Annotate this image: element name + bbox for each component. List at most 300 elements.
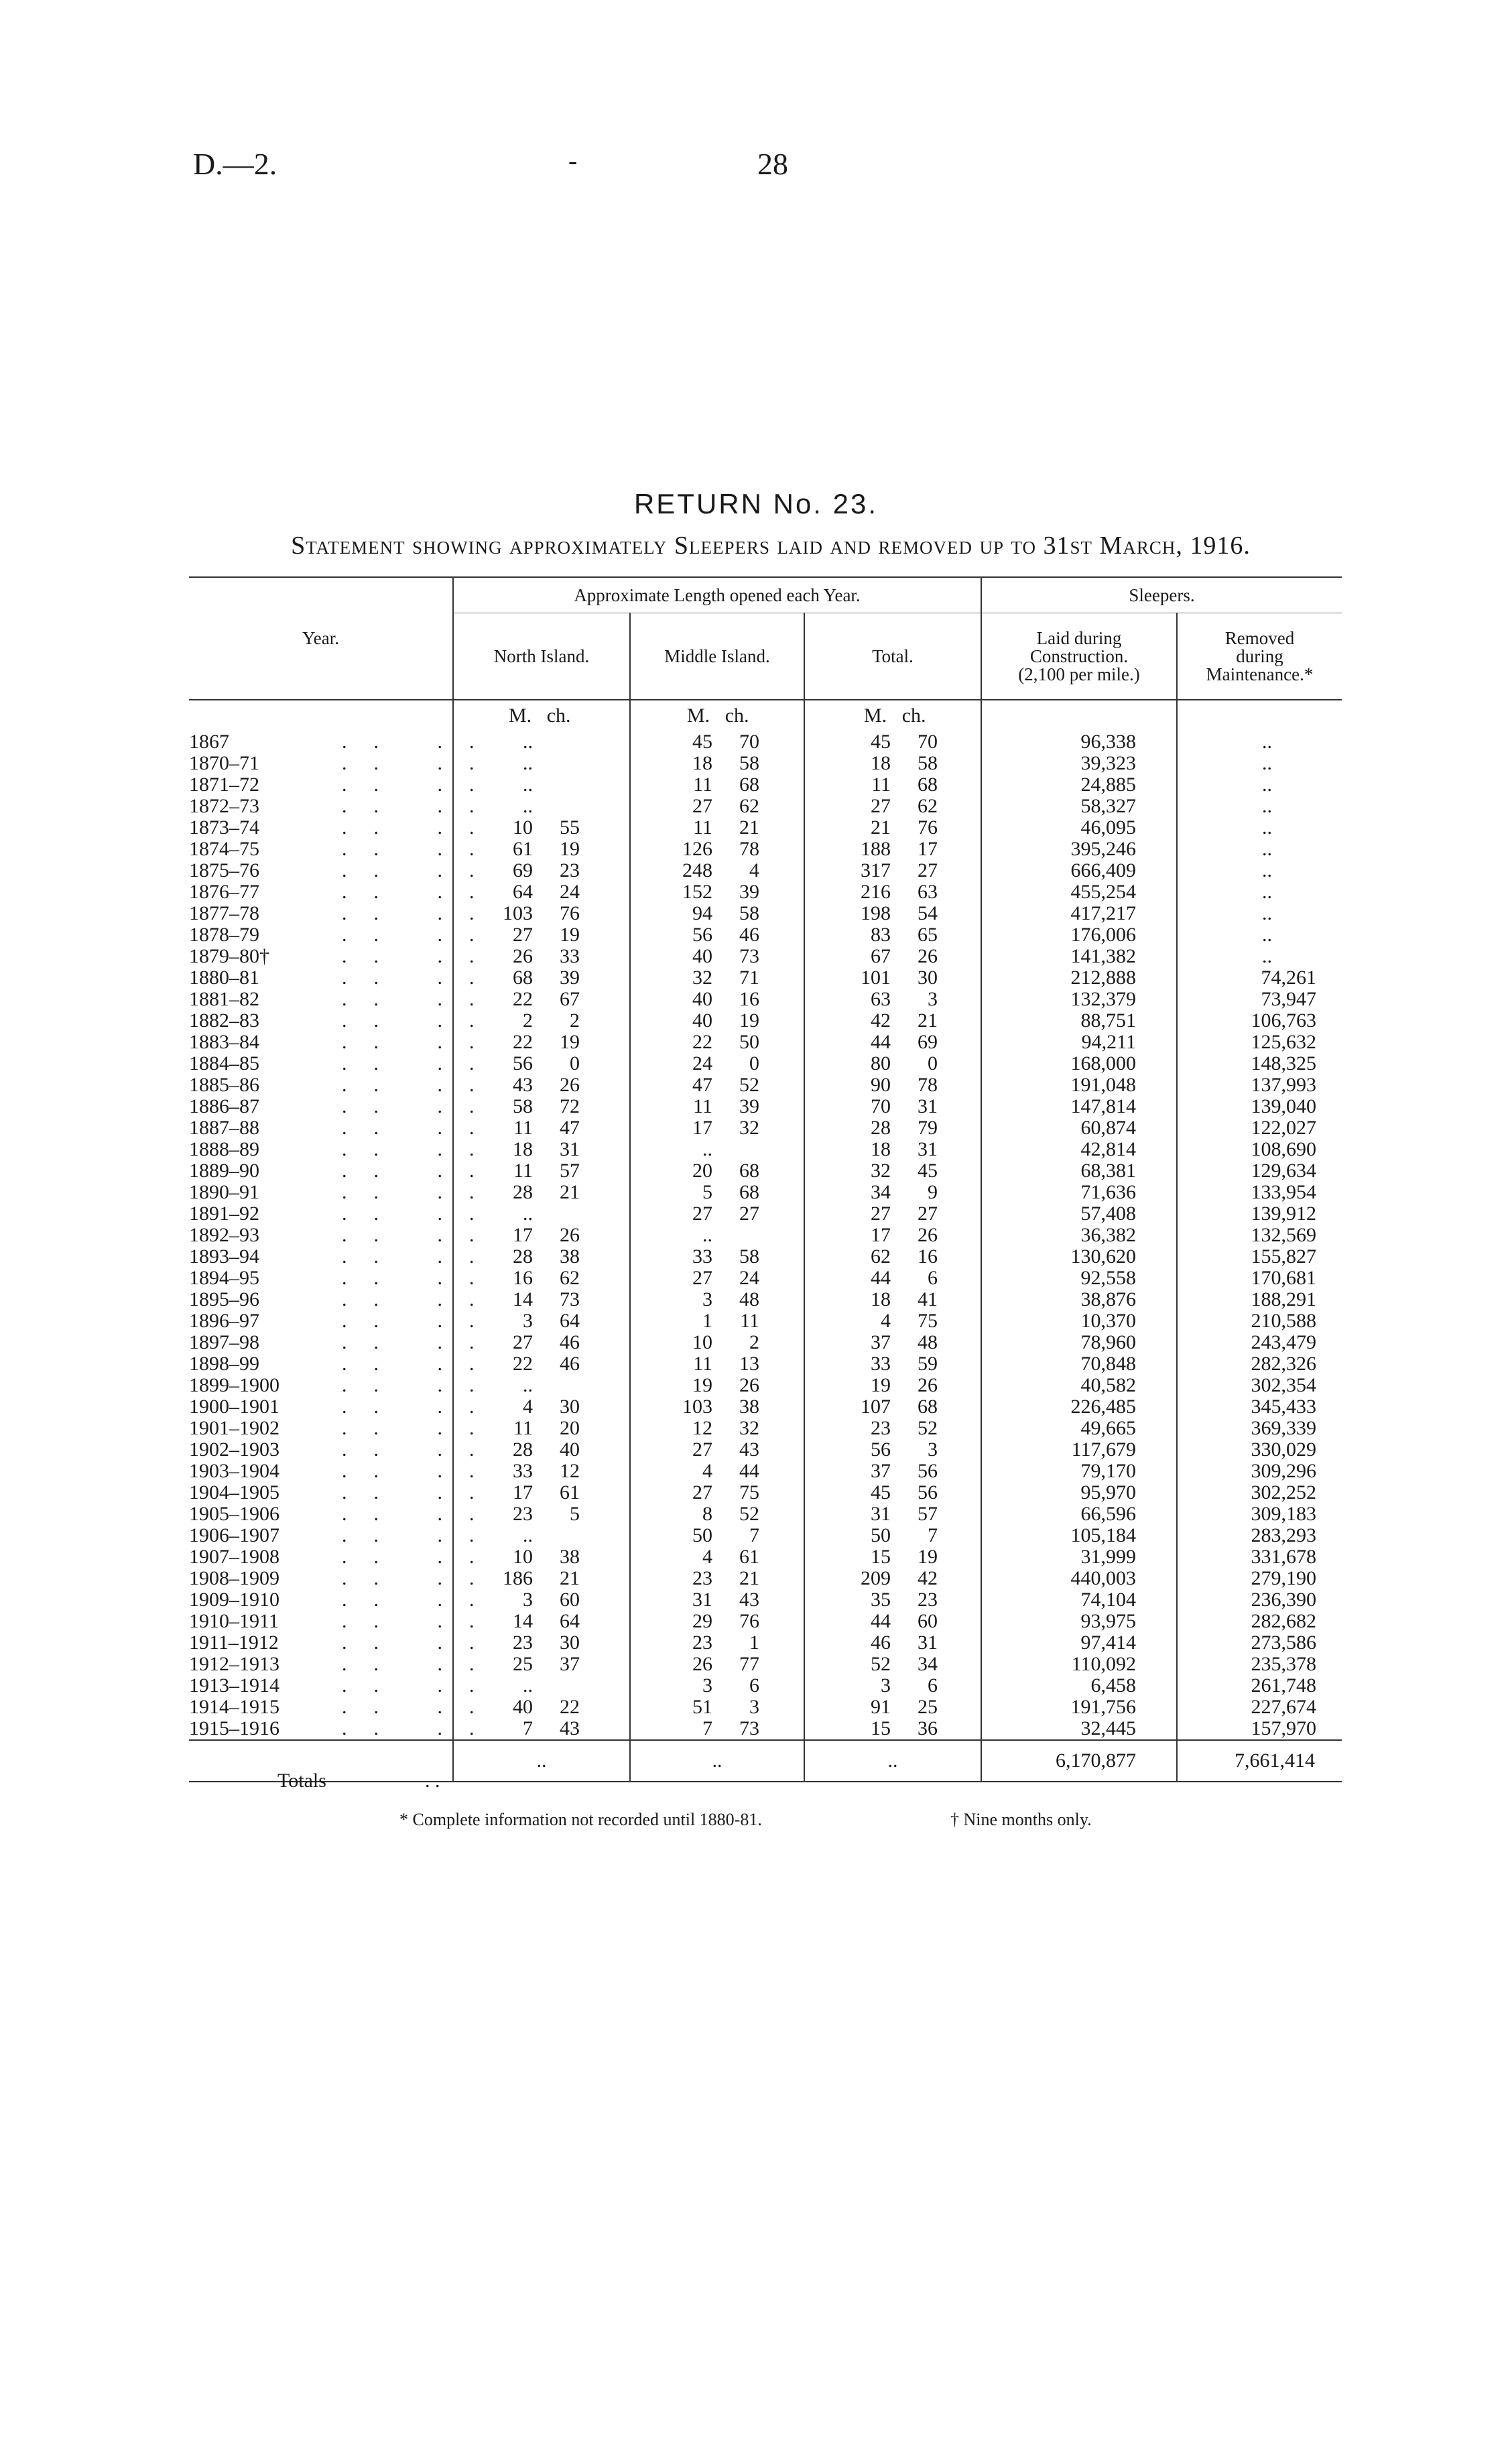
north-miles: 11 xyxy=(513,1417,533,1439)
middle-chains: 43 xyxy=(739,1438,759,1461)
north-miles: 10 xyxy=(513,816,533,839)
laid-cell: 417,217 xyxy=(1070,902,1136,924)
table-row xyxy=(189,1010,1342,1032)
laid-cell: 46,095 xyxy=(1080,816,1136,839)
total-miles: 70 xyxy=(871,1095,891,1117)
page-number: 28 xyxy=(757,147,788,181)
north-chains: 40 xyxy=(560,1438,580,1461)
north-chains: 30 xyxy=(560,1632,580,1654)
middle-chains: 78 xyxy=(739,838,759,860)
middle-miles: 23 xyxy=(692,1567,712,1589)
laid-cell: 130,620 xyxy=(1070,1245,1136,1268)
north-chains: 67 xyxy=(560,988,580,1010)
middle-miles: 24 xyxy=(692,1052,712,1074)
removed-cell: 283,293 xyxy=(1251,1524,1316,1546)
sleepers-table xyxy=(189,576,1342,1792)
table-row xyxy=(189,1203,1342,1225)
north-miles: 28 xyxy=(513,1438,533,1461)
year-cell: 1870–71 xyxy=(189,752,259,774)
north-miles: 2 xyxy=(523,1009,533,1032)
middle-miles: 45 xyxy=(692,731,712,753)
removed-cell: .. xyxy=(1262,816,1272,839)
table-row xyxy=(189,1032,1342,1053)
year-cell: 1896–97 xyxy=(189,1310,259,1332)
table-row xyxy=(189,1439,1342,1461)
north-chains: 61 xyxy=(560,1481,580,1503)
removed-cell: 73,947 xyxy=(1261,988,1316,1010)
total-chains: 62 xyxy=(918,795,938,817)
total-miles: 15 xyxy=(871,1717,891,1739)
leader-dots: .. .. xyxy=(342,795,501,817)
north-chains: 20 xyxy=(560,1417,580,1439)
total-miles: 90 xyxy=(871,1074,891,1096)
total-chains: 31 xyxy=(918,1138,938,1160)
north-miles: 56 xyxy=(513,1052,533,1074)
header-dash: - xyxy=(568,145,578,176)
total-chains: 36 xyxy=(918,1717,938,1739)
middle-chains: 7 xyxy=(749,1524,759,1546)
total-chains: 9 xyxy=(928,1181,938,1203)
middle-chains: 73 xyxy=(739,1717,759,1739)
laid-cell: 191,048 xyxy=(1070,1074,1136,1096)
table-row xyxy=(189,881,1342,903)
middle-chains: 58 xyxy=(739,752,759,774)
total-miles: 45 xyxy=(871,1481,891,1503)
north-chains: 62 xyxy=(560,1267,580,1289)
middle-chains: 52 xyxy=(739,1074,759,1096)
year-cell: 1885–86 xyxy=(189,1074,259,1096)
laid-cell: 95,970 xyxy=(1080,1481,1136,1503)
table-row xyxy=(189,1375,1342,1396)
north-miles: 27 xyxy=(513,1331,533,1353)
middle-miles: 11 xyxy=(693,816,712,839)
north-chains: 60 xyxy=(560,1589,580,1611)
north-chains: 46 xyxy=(560,1353,580,1375)
middle-chains: 3 xyxy=(749,1696,759,1718)
leader-dots: .. .. xyxy=(342,1460,501,1482)
middle-miles: 27 xyxy=(692,1203,712,1225)
table-row xyxy=(189,989,1342,1010)
middle-chains: 26 xyxy=(739,1374,759,1396)
removed-cell: 133,954 xyxy=(1251,1181,1316,1203)
middle-m-unit: M. xyxy=(687,704,710,727)
laid-cell: 60,874 xyxy=(1080,1117,1136,1139)
middle-miles: 3 xyxy=(702,1288,712,1310)
return-title: RETURN No. 23. xyxy=(633,488,879,519)
middle-miles: 40 xyxy=(692,1009,712,1032)
middle-miles: 7 xyxy=(702,1717,712,1739)
middle-miles: 18 xyxy=(692,752,712,774)
total-miles: 4 xyxy=(881,1310,891,1332)
laid-cell: 395,246 xyxy=(1070,838,1136,860)
leader-dots: .. .. xyxy=(342,774,501,796)
laid-sublabel: (2,100 per mile.) xyxy=(1018,664,1140,684)
total-m-unit: M. xyxy=(864,704,887,727)
removed-cell: 302,354 xyxy=(1251,1374,1316,1396)
leader-dots: .. .. xyxy=(342,902,501,924)
north-miles: 103 xyxy=(503,902,533,924)
year-cell: 1871–72 xyxy=(189,774,259,796)
middle-miles: 94 xyxy=(692,902,712,924)
middle-miles: .. xyxy=(702,1138,712,1160)
laid-cell: 440,003 xyxy=(1070,1567,1136,1589)
total-miles: 107 xyxy=(861,1396,891,1418)
removed-cell: .. xyxy=(1262,838,1272,860)
year-cell: 1890–91 xyxy=(189,1181,259,1203)
middle-miles: 31 xyxy=(692,1589,712,1611)
removed-cell: 129,634 xyxy=(1251,1160,1316,1182)
table-row xyxy=(189,924,1342,946)
year-cell: 1902–1903 xyxy=(189,1438,279,1461)
middle-miles: 27 xyxy=(692,795,712,817)
total-miles: 62 xyxy=(871,1245,891,1268)
leader-dots: .. .. xyxy=(342,945,501,967)
total-miles: 21 xyxy=(871,816,891,839)
middle-chains: 58 xyxy=(739,1245,759,1268)
table-row xyxy=(189,1675,1342,1697)
table-row xyxy=(189,1225,1342,1246)
laid-cell: 147,814 xyxy=(1070,1095,1136,1117)
middle-miles: 1 xyxy=(702,1310,712,1332)
removed-cell: 345,433 xyxy=(1251,1396,1316,1418)
middle-chains: 39 xyxy=(739,881,759,903)
removed-cell: 273,586 xyxy=(1251,1632,1316,1654)
north-chains: 31 xyxy=(560,1138,580,1160)
total-miles: 67 xyxy=(871,945,891,967)
year-cell: 1893–94 xyxy=(189,1245,259,1268)
north-miles: 26 xyxy=(513,945,533,967)
leader-dots: .. .. xyxy=(342,1095,501,1117)
laid-cell: 97,414 xyxy=(1080,1632,1136,1654)
table-row xyxy=(189,1096,1342,1117)
total-miles: 198 xyxy=(861,902,891,924)
leader-dots: .. .. xyxy=(342,1374,501,1396)
year-cell: 1900–1901 xyxy=(189,1396,279,1418)
north-miles: 25 xyxy=(513,1653,533,1675)
total-chains: 78 xyxy=(918,1074,938,1096)
total-miles: 23 xyxy=(871,1417,891,1439)
total-chains: 70 xyxy=(918,731,938,753)
leader-dots: .. .. xyxy=(342,988,501,1010)
north-miles: 16 xyxy=(513,1267,533,1289)
removed-cell: 108,690 xyxy=(1251,1138,1316,1160)
table-row xyxy=(189,1461,1342,1482)
leader-dots: .. .. xyxy=(342,1160,501,1182)
approx-length-header: Approximate Length opened each Year. xyxy=(453,577,981,613)
middle-chains: 73 xyxy=(739,945,759,967)
middle-chains: 68 xyxy=(739,1160,759,1182)
removed-cell: 137,993 xyxy=(1251,1074,1316,1096)
table-row xyxy=(189,946,1342,967)
laid-cell: 117,679 xyxy=(1071,1438,1136,1461)
table-row xyxy=(189,817,1342,839)
year-cell: 1907–1908 xyxy=(189,1546,279,1568)
north-chains: 2 xyxy=(570,1009,580,1032)
total-miles: 11 xyxy=(871,774,891,796)
leader-dots: .. .. xyxy=(342,731,501,753)
leader-dots: .. .. xyxy=(342,1331,501,1353)
laid-cell: 96,338 xyxy=(1080,731,1136,753)
table-row xyxy=(189,1160,1342,1182)
year-cell: 1874–75 xyxy=(189,838,259,860)
north-chains: 47 xyxy=(560,1117,580,1139)
total-miles: 33 xyxy=(871,1353,891,1375)
laid-cell: 666,409 xyxy=(1070,859,1136,881)
north-chains: 23 xyxy=(560,859,580,881)
totals-removed: 7,661,414 xyxy=(1177,1740,1342,1782)
table-row xyxy=(189,1589,1342,1611)
year-cell: 1899–1900 xyxy=(189,1374,279,1396)
total-chains: 27 xyxy=(918,859,938,881)
total-chains: 41 xyxy=(918,1288,938,1310)
total-miles: 17 xyxy=(871,1224,891,1246)
middle-chains: 58 xyxy=(739,902,759,924)
removed-cell: .. xyxy=(1262,731,1272,753)
year-cell: 1912–1913 xyxy=(189,1653,279,1675)
year-cell: 1882–83 xyxy=(189,1009,259,1032)
north-chains: 24 xyxy=(560,881,580,903)
middle-chains: 1 xyxy=(749,1632,759,1654)
year-cell: 1908–1909 xyxy=(189,1567,279,1589)
removed-cell: .. xyxy=(1262,881,1272,903)
north-chains: 12 xyxy=(560,1460,580,1482)
year-cell: 1913–1914 xyxy=(189,1674,279,1697)
middle-miles: 19 xyxy=(692,1374,712,1396)
table-row xyxy=(189,1697,1342,1718)
total-miles: 3 xyxy=(881,1674,891,1697)
total-miles: 91 xyxy=(871,1696,891,1718)
north-miles: 186 xyxy=(503,1567,533,1589)
table-row xyxy=(189,1482,1342,1503)
laid-cell: 78,960 xyxy=(1080,1331,1136,1353)
middle-chains: 21 xyxy=(739,816,759,839)
total-miles: 37 xyxy=(871,1331,891,1353)
removed-cell: 170,681 xyxy=(1251,1267,1316,1289)
total-miles: 44 xyxy=(871,1031,891,1053)
north-miles: 11 xyxy=(513,1117,533,1139)
totals-label: Totals xyxy=(277,1770,326,1792)
table-row xyxy=(189,774,1342,796)
total-chains: 0 xyxy=(928,1052,938,1074)
north-island-header: North Island. xyxy=(453,613,630,700)
removed-cell: .. xyxy=(1262,902,1272,924)
total-chains: 26 xyxy=(918,945,938,967)
total-miles: 19 xyxy=(871,1374,891,1396)
north-miles: 17 xyxy=(513,1224,533,1246)
middle-chains: 19 xyxy=(739,1009,759,1032)
table-row xyxy=(189,1268,1342,1289)
leader-dots: .. .. xyxy=(342,1632,501,1654)
removed-cell: 330,029 xyxy=(1251,1438,1316,1461)
north-chains: 0 xyxy=(570,1052,580,1074)
north-chains: 73 xyxy=(560,1288,580,1310)
north-m-unit: M. xyxy=(509,704,532,727)
total-chains: 31 xyxy=(918,1632,938,1654)
total-miles: 80 xyxy=(871,1052,891,1074)
laid-cell: 40,582 xyxy=(1080,1374,1136,1396)
north-chains: 72 xyxy=(560,1095,580,1117)
leader-dots: .. .. xyxy=(342,1589,501,1611)
table-row xyxy=(189,1525,1342,1546)
total-chains: 56 xyxy=(918,1481,938,1503)
laid-cell: 32,445 xyxy=(1080,1717,1136,1739)
removed-cell: 125,632 xyxy=(1251,1031,1316,1053)
middle-chains: 76 xyxy=(739,1610,759,1632)
north-miles: 23 xyxy=(513,1632,533,1654)
total-chains: 31 xyxy=(918,1095,938,1117)
north-chains: 26 xyxy=(560,1074,580,1096)
middle-chains: 68 xyxy=(739,774,759,796)
north-miles: 33 xyxy=(513,1460,533,1482)
removed-cell: 309,183 xyxy=(1251,1503,1316,1525)
middle-chains: 27 xyxy=(739,1203,759,1225)
total-chains: 23 xyxy=(918,1589,938,1611)
year-cell: 1894–95 xyxy=(189,1267,259,1289)
total-miles: 44 xyxy=(871,1267,891,1289)
laid-cell: 71,636 xyxy=(1080,1181,1136,1203)
leader-dots: .. .. xyxy=(342,1074,501,1096)
total-chains: 58 xyxy=(918,752,938,774)
north-chains: 64 xyxy=(560,1310,580,1332)
year-cell: 1883–84 xyxy=(189,1031,259,1053)
total-miles: 15 xyxy=(871,1546,891,1568)
total-miles: 63 xyxy=(871,988,891,1010)
laid-cell: 455,254 xyxy=(1070,881,1136,903)
total-chains: 69 xyxy=(918,1031,938,1053)
north-miles: .. xyxy=(523,1374,533,1396)
removed-cell: 106,763 xyxy=(1251,1009,1316,1032)
total-chains: 27 xyxy=(918,1203,938,1225)
statement-title: Statement showing approximately Sleepers laid and removed up to 31st March, 1916. xyxy=(291,532,1251,560)
north-miles: 22 xyxy=(513,988,533,1010)
total-chains: 65 xyxy=(918,924,938,946)
laid-cell: 141,382 xyxy=(1070,945,1136,967)
middle-miles: 47 xyxy=(692,1074,712,1096)
middle-miles: 11 xyxy=(693,774,712,796)
middle-chains: 38 xyxy=(739,1396,759,1418)
middle-chains: 13 xyxy=(739,1353,759,1375)
removed-cell: 139,912 xyxy=(1251,1203,1316,1225)
year-cell: 1892–93 xyxy=(189,1224,259,1246)
total-chains: 3 xyxy=(928,988,938,1010)
total-miles: 45 xyxy=(871,731,891,753)
total-chains: 26 xyxy=(918,1224,938,1246)
total-miles: 31 xyxy=(871,1503,891,1525)
north-miles: 40 xyxy=(513,1696,533,1718)
totals-laid: 6,170,877 xyxy=(981,1740,1177,1782)
total-miles: 18 xyxy=(871,752,891,774)
total-miles: 101 xyxy=(861,967,891,989)
table-row xyxy=(189,1074,1342,1096)
total-chains: 3 xyxy=(928,1438,938,1461)
total-miles: 56 xyxy=(871,1438,891,1461)
footnote-incomplete: * Complete information not recorded until 1880-81. xyxy=(399,1810,762,1829)
middle-chains: 39 xyxy=(739,1095,759,1117)
laid-cell: 88,751 xyxy=(1080,1009,1136,1032)
laid-cell: 49,665 xyxy=(1080,1417,1136,1439)
total-miles: 50 xyxy=(871,1524,891,1546)
removed-cell: 122,027 xyxy=(1251,1117,1316,1139)
north-miles: 23 xyxy=(513,1503,533,1525)
middle-chains: 4 xyxy=(749,859,759,881)
removed-cell: 282,326 xyxy=(1251,1353,1316,1375)
leader-dots: .. .. xyxy=(342,1503,501,1525)
middle-miles: 3 xyxy=(702,1674,712,1697)
year-cell: 1906–1907 xyxy=(189,1524,279,1546)
removed-cell: 132,569 xyxy=(1251,1224,1316,1246)
removed-cell: .. xyxy=(1262,924,1272,946)
leader-dots: .. .. xyxy=(342,1438,501,1461)
totals-north: .. xyxy=(453,1740,630,1782)
removed-cell: 243,479 xyxy=(1251,1331,1316,1353)
totals-dots: . . xyxy=(425,1770,440,1792)
laid-cell: 39,323 xyxy=(1080,752,1136,774)
laid-cell: 38,876 xyxy=(1080,1288,1136,1310)
middle-chains: 24 xyxy=(739,1267,759,1289)
year-cell: 1915–1916 xyxy=(189,1717,279,1739)
table-row xyxy=(189,967,1342,989)
north-miles: .. xyxy=(523,731,533,753)
year-cell: 1910–1911 xyxy=(189,1610,279,1632)
middle-ch-unit: ch. xyxy=(724,704,749,727)
year-cell: 1872–73 xyxy=(189,795,259,817)
middle-miles: 152 xyxy=(682,881,712,903)
middle-miles: 103 xyxy=(682,1396,712,1418)
middle-chains: 32 xyxy=(739,1117,759,1139)
north-miles: 17 xyxy=(513,1481,533,1503)
year-cell: 1880–81 xyxy=(189,967,259,989)
laid-during-construction-header xyxy=(981,613,1177,700)
laid-cell: 70,848 xyxy=(1080,1353,1136,1375)
north-chains: 21 xyxy=(560,1181,580,1203)
table-row xyxy=(189,1332,1342,1353)
total-chains: 54 xyxy=(918,902,938,924)
middle-miles: 126 xyxy=(682,838,712,860)
table-row xyxy=(189,1053,1342,1074)
page-reference: D.—2. xyxy=(193,147,277,181)
total-chains: 68 xyxy=(918,774,938,796)
leader-dots: .. .. xyxy=(342,838,501,860)
middle-miles: 27 xyxy=(692,1481,712,1503)
table-row xyxy=(189,1289,1342,1310)
year-cell: 1884–85 xyxy=(189,1052,259,1074)
laid-cell: 10,370 xyxy=(1080,1310,1136,1332)
total-header: Total. xyxy=(804,613,981,700)
north-chains: 5 xyxy=(570,1503,580,1525)
year-cell: 1878–79 xyxy=(189,924,259,946)
removed-cell: 227,674 xyxy=(1251,1696,1316,1718)
north-chains: 46 xyxy=(560,1331,580,1353)
table-row xyxy=(189,1353,1342,1375)
year-cell: 1879–80† xyxy=(189,945,269,967)
middle-chains: 44 xyxy=(739,1460,759,1482)
middle-chains: 2 xyxy=(749,1331,759,1353)
north-chains: 21 xyxy=(560,1567,580,1589)
year-cell: 1911–1912 xyxy=(189,1632,279,1654)
laid-cell: 36,382 xyxy=(1080,1224,1136,1246)
total-chains: 34 xyxy=(918,1653,938,1675)
leader-dots: .. .. xyxy=(342,1288,501,1310)
total-miles: 28 xyxy=(871,1117,891,1139)
total-chains: 48 xyxy=(918,1331,938,1353)
middle-miles: 32 xyxy=(692,967,712,989)
laid-cell: 191,756 xyxy=(1070,1696,1136,1718)
year-cell: 1905–1906 xyxy=(189,1503,279,1525)
north-miles: 3 xyxy=(523,1589,533,1611)
removed-cell: 331,678 xyxy=(1251,1546,1316,1568)
removed-cell: 139,040 xyxy=(1251,1095,1316,1117)
total-chains: 25 xyxy=(918,1696,938,1718)
